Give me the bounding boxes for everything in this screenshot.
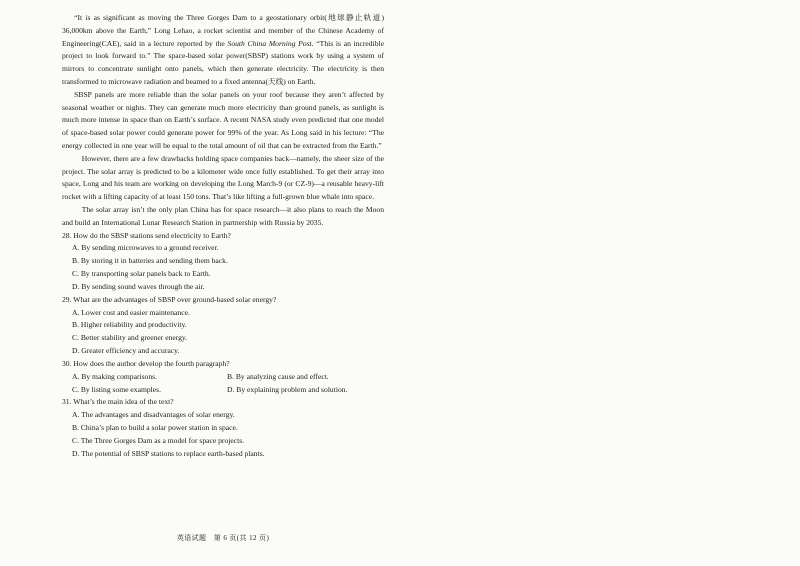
option-c: C. Better stability and greener energy. — [72, 333, 188, 343]
option-a: A. By making comparisons. — [72, 371, 157, 381]
passage-paragraph-1: “It is as significant as moving the Three Gorges Dam to a geostationary orbit(地球静止轨道) 36,000km above the Earth,” Long Lehao, a rocket scientist and member of the Chinese Academy of Engineering(CAE), said in a lecture reported by the South China Morning Post. “This is an incredible project to look forward to.” The space-based solar power(SBSP) stations work by using a system of mirrors to concentrate sunlight onto panels, which then generate electricity. The electricity is then transformed to microwave radiation and beamed to a fixed antenna(天线) on Earth. — [62, 13, 384, 86]
question-28 — [62, 230, 384, 294]
option-a: A. Lower cost and easier maintenance. — [72, 307, 190, 317]
passage-paragraph-2: SBSP panels are more reliable than the solar panels on your roof because they aren’t affected by seasonal weather or nights. They can generate much more electricity than ground panels, as sunlight is much more intense in space than on Earth’s surface. A recent NASA study even predicted that one model of space-based solar power could generate power for 99% of the year. As Long said in his lecture: “The energy collected in one year will be equal to the total amount of oil that can be extracted from the Earth.” — [62, 89, 384, 150]
option-a: A. By sending microwaves to a ground receiver. — [72, 243, 219, 253]
option-b: B. Higher reliability and productivity. — [72, 320, 187, 330]
question-stem: 28. How do the SBSP stations send electricity to Earth? — [62, 230, 231, 240]
option-d: D. By sending sound waves through the air. — [72, 281, 205, 291]
question-30 — [62, 358, 384, 396]
option-a: A. The advantages and disadvantages of solar energy. — [72, 410, 235, 420]
option-b: B. By storing it in batteries and sending them back. — [72, 256, 228, 266]
option-d: D. By explaining problem and solution. — [227, 384, 348, 394]
reading-section — [62, 12, 384, 461]
question-stem: 30. How does the author develop the fourth paragraph? — [62, 358, 230, 368]
page-footer: 英语试题 第 6 页(共 12 页) — [176, 534, 270, 542]
passage-paragraph-4: The solar array isn’t the only plan China has for space research—it also plans to reach the Moon and build an International Lunar Research Station in partnership with Russia by 2035. — [62, 204, 384, 227]
question-29 — [62, 294, 384, 358]
option-d: D. Greater efficiency and accuracy. — [72, 346, 180, 356]
option-b: B. By analyzing cause and effect. — [227, 371, 329, 381]
source-title: South China Morning Post — [227, 38, 312, 48]
question-31 — [62, 396, 384, 460]
passage-paragraph-3: However, there are a few drawbacks holding space companies back—namely, the sheer size of the project. The solar array is predicted to be a kilometer wide once fully established. To get their array into space, Long and his team are working on developing the Long March-9 (or CZ-9)—a reusable heavy-lift rocket with a lifting capacity of at least 150 tons. That’s like lifting a full-grown blue whale into space. — [62, 153, 384, 202]
option-d: D. The potential of SBSP stations to replace earth-based plants. — [72, 448, 265, 458]
option-c: C. By transporting solar panels back to Earth. — [72, 269, 211, 279]
option-c: C. The Three Gorges Dam as a model for space projects. — [72, 435, 245, 445]
option-c: C. By listing some examples. — [72, 384, 162, 394]
question-stem: 29. What are the advantages of SBSP over ground-based solar energy? — [62, 294, 277, 304]
question-stem: 31. What’s the main idea of the text? — [62, 397, 174, 407]
option-b: B. China’s plan to build a solar power station in space. — [72, 423, 238, 433]
